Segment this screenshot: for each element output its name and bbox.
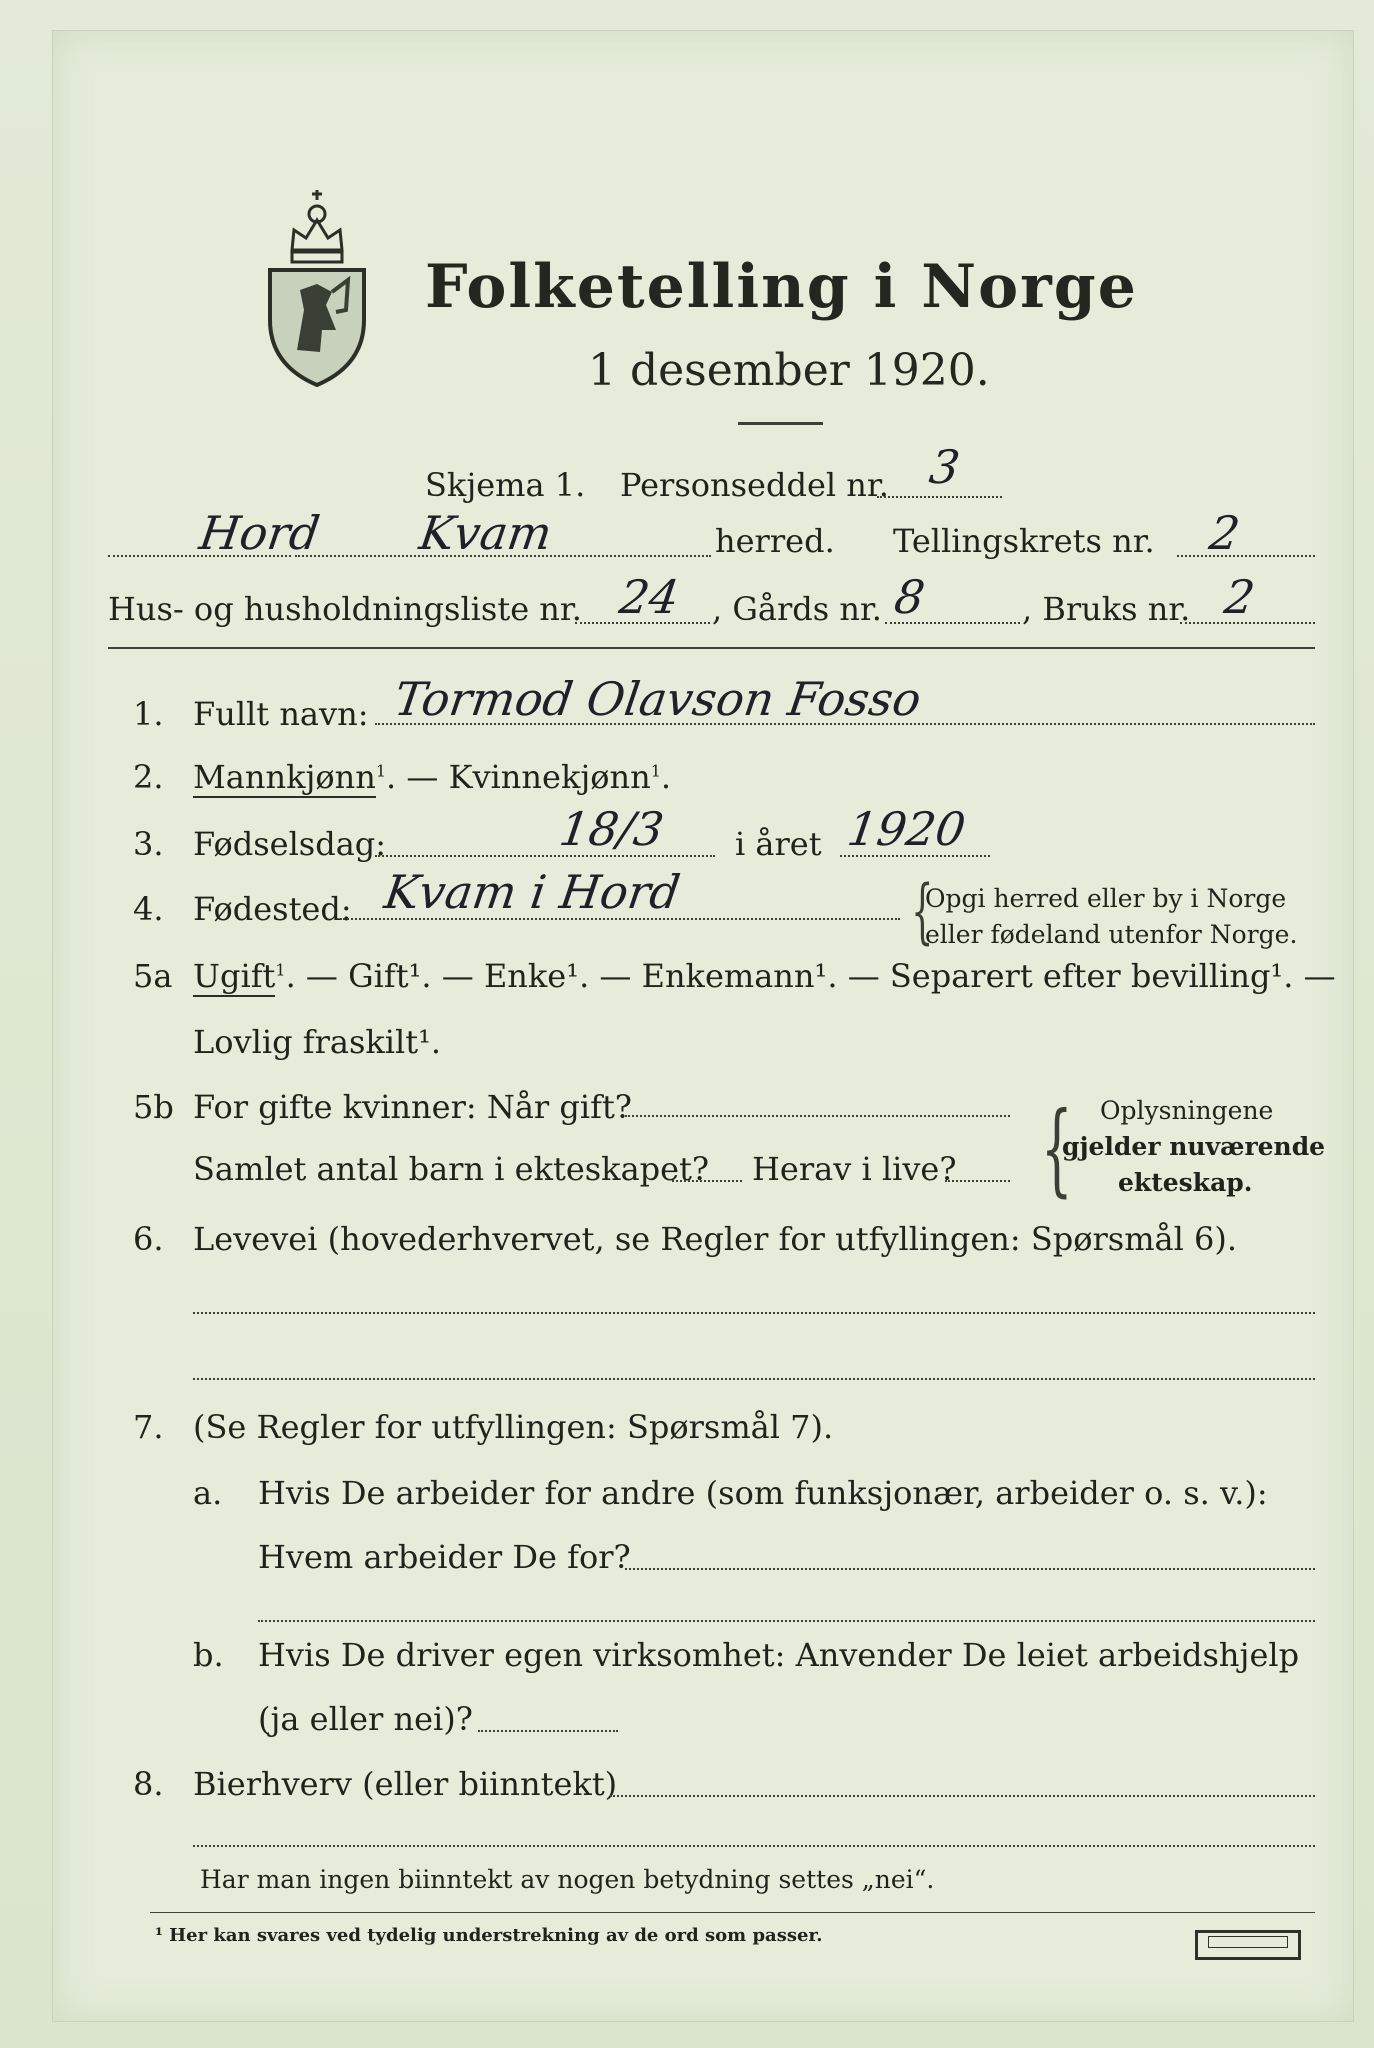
q8-label: Bierhverv (eller biinntekt) — [193, 1765, 618, 1803]
q7a-label: Hvis De arbeider for andre (som funksjonær, arbeider o. s. v.): — [258, 1474, 1268, 1512]
q5a-other-options: . — Gift¹. — Enke¹. — Enkemann¹. — Separert efter bevilling¹. — — [285, 957, 1336, 995]
q2-options: Mannkjønn$^1$. — Kvinnekjønn$^1$. — [193, 758, 672, 796]
occupation-line-1 — [193, 1312, 1315, 1314]
q7-number: 7. — [133, 1408, 164, 1446]
hired-help-field — [478, 1700, 618, 1732]
q4-brace: { — [911, 870, 934, 952]
q7a-employer-label: Hvem arbeider De for? — [258, 1538, 631, 1576]
children-alive-field — [945, 1150, 1010, 1182]
title-divider — [738, 422, 823, 425]
q1-number: 1. — [133, 695, 164, 733]
q5b-note-line2: gjelder nuværende — [1062, 1132, 1326, 1161]
q5b-number: 5b — [133, 1088, 174, 1126]
employer-line-2 — [258, 1620, 1315, 1622]
county-value: Hord — [196, 506, 324, 560]
husliste-value: 24 — [616, 570, 683, 624]
q5b-married-label: For gifte kvinner: Når gift? — [193, 1088, 632, 1126]
census-date: 1 desember 1920. — [588, 345, 990, 396]
q5a-number: 5a — [133, 957, 173, 995]
birth-year-value: 1920 — [844, 802, 969, 856]
q7b-letter: b. — [193, 1636, 224, 1674]
q2-number: 2. — [133, 758, 164, 796]
q5a-line2: Lovlig fraskilt¹. — [193, 1023, 442, 1061]
q7a-letter: a. — [193, 1474, 223, 1512]
full-name-value: Tormod Olavson Fosso — [391, 672, 925, 726]
printer-stamp-icon — [1195, 1930, 1301, 1960]
q7-label: (Se Regler for utfyllingen: Spørsmål 7). — [193, 1408, 834, 1446]
footer-note: Har man ingen biinntekt av nogen betydning settes „nei“. — [200, 1865, 935, 1894]
bruks-value: 2 — [1221, 570, 1259, 624]
q8-number: 8. — [133, 1765, 164, 1803]
bruks-label: , Bruks nr. — [1022, 590, 1191, 628]
personseddel-value: 3 — [926, 440, 964, 494]
tellingskrets-value: 2 — [1206, 506, 1244, 560]
gards-label: , Gårds nr. — [712, 590, 882, 628]
side-income-field — [610, 1765, 1315, 1797]
q6-number: 6. — [133, 1220, 164, 1258]
q4-number: 4. — [133, 890, 164, 928]
footnote-divider — [150, 1912, 1315, 1913]
q3-label: Fødselsdag: — [193, 825, 387, 863]
husliste-label: Hus- og husholdningsliste nr. — [108, 590, 582, 628]
employer-field — [625, 1538, 1315, 1570]
gards-value: 8 — [891, 570, 929, 624]
female-option: Kvinnekjønn — [448, 758, 651, 796]
q5b-brace: { — [1040, 1090, 1073, 1207]
q6-label: Levevei (hovederhvervet, se Regler for utfyllingen: Spørsmål 6). — [193, 1220, 1238, 1258]
q3-number: 3. — [133, 825, 164, 863]
q7b-label: Hvis De driver egen virksomhet: Anvender De leiet arbeidshjelp — [258, 1636, 1300, 1674]
skjema-label: Skjema 1. — [425, 466, 586, 504]
birthplace-value: Kvam i Hord — [381, 865, 684, 919]
q5b-note-line1: Oplysningene — [1100, 1096, 1274, 1125]
form-title: Folketelling i Norge — [425, 252, 1138, 322]
q5b-note-line3: ekteskap. — [1118, 1168, 1253, 1197]
herred-label: herred. — [715, 522, 835, 560]
tellingskrets-field — [1177, 510, 1315, 557]
personseddel-label: Personseddel nr. — [620, 466, 889, 504]
married-date-field — [625, 1085, 1010, 1117]
birthday-value: 18/3 — [556, 802, 668, 856]
side-income-line-2 — [193, 1845, 1315, 1847]
q5a-options: Ugift$^1$. — Gift¹. — Enke¹. — Enkemann¹. — Separert efter bevilling¹. — — [193, 957, 1336, 995]
tellingskrets-label: Tellingskrets nr. — [893, 522, 1155, 560]
municipality-value: Kvam — [416, 506, 556, 560]
q7b-hired-help-label: (ja eller nei)? — [258, 1700, 473, 1738]
q2-separator: . — — [386, 758, 449, 796]
children-count-field — [672, 1150, 742, 1182]
occupation-line-2 — [193, 1378, 1315, 1380]
footnote: ¹ Her kan svares ved tydelig understrekning av de ord som passer. — [155, 1925, 823, 1946]
q4-note-line2: eller fødeland utenfor Norge. — [925, 920, 1298, 949]
ugift-option: Ugift — [193, 957, 276, 995]
q4-label: Fødested: — [193, 890, 352, 928]
q1-label: Fullt navn: — [193, 695, 369, 733]
q4-note-line1: Opgi herred eller by i Norge — [925, 884, 1287, 913]
male-option: Mannkjønn — [193, 758, 376, 796]
q5b-children-label: Samlet antal barn i ekteskapet? — [193, 1150, 710, 1188]
q5b-alive-label: Herav i live? — [752, 1150, 957, 1188]
q3-year-label: i året — [735, 825, 822, 863]
header-divider — [108, 647, 1315, 649]
norwegian-lion-crest-icon — [262, 180, 372, 390]
